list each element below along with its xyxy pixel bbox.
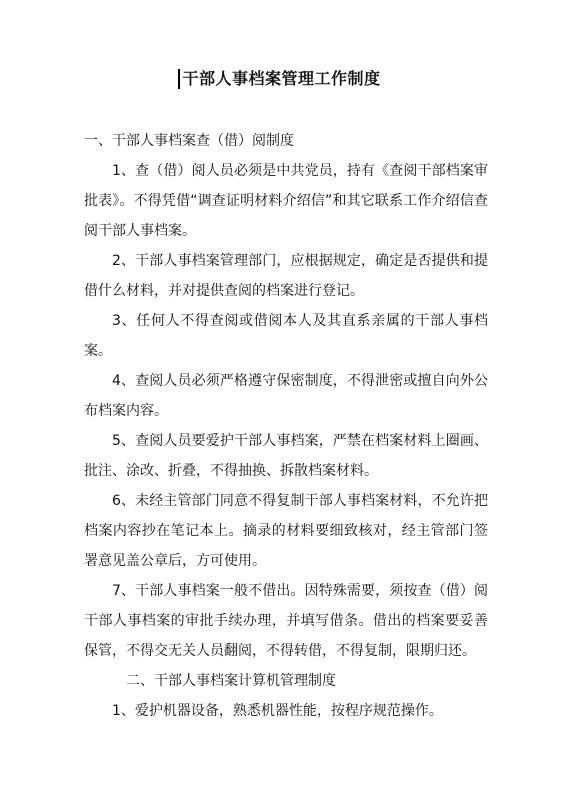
document-body: [84, 126, 488, 726]
rule-item-1: 1、查（借）阅人员必须是中共党员，持有《查阅干部档案审批表》。不得凭借“调查证明材料介绍信”和其它联系工作介绍信查阅干部人事档案。: [84, 163, 488, 239]
section-heading-2: 二、干部人事档案计算机管理制度: [126, 673, 336, 689]
title-row: [0, 66, 563, 92]
rule-item-2-1: 1、爱护机器设备，熟悉机器性能，按程序规范操作。: [112, 703, 443, 719]
rule-item-5: 5、查阅人员要爱护干部人事档案，严禁在档案材料上圈画、批注、涂改、折叠，不得抽换、拆散档案材料。: [84, 433, 488, 479]
section-heading-1: 一、干部人事档案查（借）阅制度: [84, 133, 294, 149]
rule-item-4: 4、查阅人员必须严格遵守保密制度，不得泄密或擅自向外公布档案内容。: [84, 373, 488, 419]
document-title: [182, 66, 380, 92]
rule-item-7: 7、干部人事档案一般不借出。因特殊需要，须按查（借）阅干部人事档案的审批手续办理，并填写借条。借出的档案要妥善保管，不得交无关人员翻阅，不得转借，不得复制，限期归还。: [84, 583, 488, 659]
rule-item-6: 6、未经主管部门同意不得复制干部人事档案材料，不允许把档案内容抄在笔记本上。摘录的材料要细致核对，经主管部门签署意见盖公章后，方可使用。: [84, 493, 488, 569]
document-title-text: 干部人事档案管理工作制度: [182, 69, 381, 88]
rule-item-2: 2、干部人事档案管理部门，应根据规定，确定是否提供和提借什么材料，并对提供查阅的档案进行登记。: [84, 253, 488, 299]
text-cursor: [178, 69, 179, 89]
rule-item-3: 3、任何人不得查阅或借阅本人及其直系亲属的干部人事档案。: [84, 313, 488, 359]
